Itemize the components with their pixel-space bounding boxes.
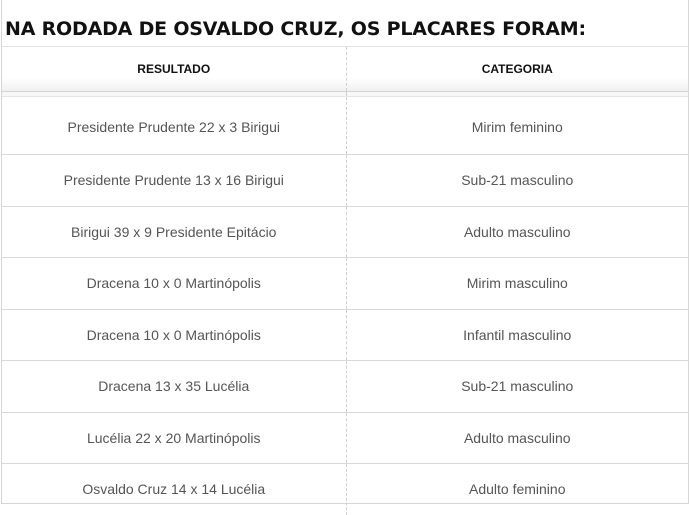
table-row (2, 309, 688, 361)
cell-categoria: Mirim masculino (346, 258, 688, 310)
cell-resultado: Presidente Prudente 22 x 3 Birigui (2, 97, 346, 155)
page-title: NA RODADA DE OSVALDO CRUZ, OS PLACARES FORAM: (2, 0, 688, 47)
cell-categoria: Adulto masculino (346, 206, 688, 258)
cell-categoria: Sub-21 masculino (346, 361, 688, 413)
table-row (2, 464, 688, 515)
cell-categoria: Mirim feminino (346, 97, 688, 155)
cell-categoria: Sub-21 masculino (346, 155, 688, 207)
cell-resultado: Dracena 13 x 35 Lucélia (2, 361, 346, 413)
table-row (2, 412, 688, 464)
cell-resultado: Birigui 39 x 9 Presidente Epitácio (2, 206, 346, 258)
cell-resultado: Lucélia 22 x 20 Martinópolis (2, 412, 346, 464)
column-header-categoria: CATEGORIA (346, 47, 688, 92)
cell-resultado: Dracena 10 x 0 Martinópolis (2, 309, 346, 361)
table-row (2, 361, 688, 413)
table-header (2, 47, 688, 92)
cell-categoria: Infantil masculino (346, 309, 688, 361)
column-header-resultado: RESULTADO (2, 47, 346, 92)
cell-resultado: Presidente Prudente 13 x 16 Birigui (2, 155, 346, 207)
scores-table-card (1, 0, 689, 504)
table-row (2, 97, 688, 155)
cell-resultado: Osvaldo Cruz 14 x 14 Lucélia (82, 481, 266, 498)
table-body (2, 97, 688, 515)
table-row (2, 258, 688, 310)
cell-categoria: Adulto feminino (346, 464, 688, 515)
cell-categoria: Adulto masculino (346, 412, 688, 464)
table-row (2, 206, 688, 258)
cell-resultado: Dracena 10 x 0 Martinópolis (2, 258, 346, 310)
scores-table (2, 47, 688, 515)
table-row (2, 155, 688, 207)
